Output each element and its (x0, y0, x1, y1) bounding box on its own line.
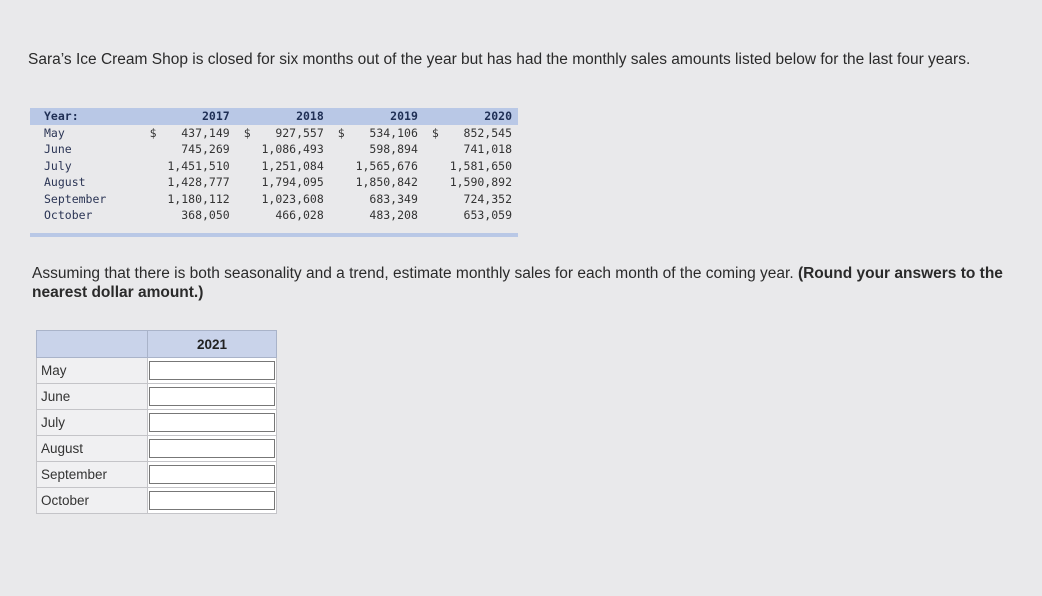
year-2017: 2017 (142, 108, 236, 125)
table-row (30, 125, 518, 142)
answer-year-header: 2021 (148, 331, 277, 358)
table-row (30, 207, 518, 224)
question-prompt: Assuming that there is both seasonality and a trend, estimate monthly sales for each month of the coming year. (32, 265, 794, 282)
answer-row-august (37, 436, 277, 462)
june-sales-input[interactable] (149, 387, 275, 406)
year-2020: 2020 (424, 108, 518, 125)
sales-value: 1,590,892 (449, 175, 512, 189)
answer-header-row (37, 331, 277, 358)
problem-intro: Sara’s Ice Cream Shop is closed for six months out of the year but has had the monthly sales amounts listed below for the last four years. (28, 51, 971, 68)
sales-value: 1,023,608 (261, 191, 324, 206)
question-text (32, 264, 1042, 302)
month-label: August (44, 175, 86, 189)
year-2019: 2019 (330, 108, 424, 125)
answer-corner (37, 331, 148, 358)
sales-value: 683,349 (369, 191, 418, 206)
month-label: July (44, 158, 72, 173)
answer-row-may (37, 358, 277, 384)
table-bottom-rule (30, 233, 518, 237)
month-label: May (44, 125, 65, 140)
year-label: Year: (30, 108, 142, 125)
currency-sign: $ (431, 125, 439, 140)
month-label: October (44, 208, 93, 222)
sales-value: 1,180,112 (167, 191, 230, 206)
sales-value: 1,251,084 (261, 158, 324, 173)
sales-value: 741,018 (463, 142, 512, 156)
answer-month-label: October (37, 488, 148, 514)
year-2018: 2018 (236, 108, 330, 125)
sales-value: 1,850,842 (355, 175, 418, 189)
sales-value: 724,352 (463, 191, 512, 206)
october-sales-input[interactable] (149, 491, 275, 510)
table-row (30, 158, 518, 175)
sales-value: 437,149 (181, 125, 230, 140)
currency-sign: $ (243, 125, 251, 140)
historic-sales-table (30, 108, 518, 224)
currency-sign: $ (337, 125, 345, 140)
august-sales-input[interactable] (149, 439, 275, 458)
month-label: June (44, 142, 72, 156)
answer-row-september (37, 462, 277, 488)
answer-month-label: September (37, 462, 148, 488)
sales-value: 368,050 (181, 208, 230, 222)
answer-row-july (37, 410, 277, 436)
answer-row-june (37, 384, 277, 410)
sales-value: 1,794,095 (261, 175, 324, 189)
sales-value: 1,451,510 (167, 158, 230, 173)
sales-value: 852,545 (463, 125, 512, 140)
table-row (30, 191, 518, 208)
may-sales-input[interactable] (149, 361, 275, 380)
sales-value: 534,106 (369, 125, 418, 140)
answer-month-label: July (37, 410, 148, 436)
month-label: September (44, 191, 107, 206)
table-header-row (30, 108, 518, 125)
sales-value: 1,581,650 (449, 158, 512, 173)
july-sales-input[interactable] (149, 413, 275, 432)
september-sales-input[interactable] (149, 465, 275, 484)
sales-value: 1,086,493 (261, 142, 324, 156)
sales-value: 483,208 (369, 208, 418, 222)
answer-grid (36, 330, 277, 514)
answer-row-october (37, 488, 277, 514)
rounding-note: (Round your answers to the nearest dollar amount.) (32, 265, 1003, 301)
sales-value: 1,428,777 (167, 175, 230, 189)
currency-sign: $ (149, 125, 157, 140)
sales-value: 745,269 (181, 142, 230, 156)
answer-month-label: June (37, 384, 148, 410)
sales-value: 1,565,676 (355, 158, 418, 173)
sales-value: 598,894 (369, 142, 418, 156)
sales-value: 927,557 (275, 125, 324, 140)
answer-month-label: May (37, 358, 148, 384)
answer-month-label: August (37, 436, 148, 462)
table-row (30, 174, 518, 191)
sales-value: 466,028 (275, 208, 324, 222)
sales-value: 653,059 (463, 208, 512, 222)
table-row (30, 141, 518, 158)
